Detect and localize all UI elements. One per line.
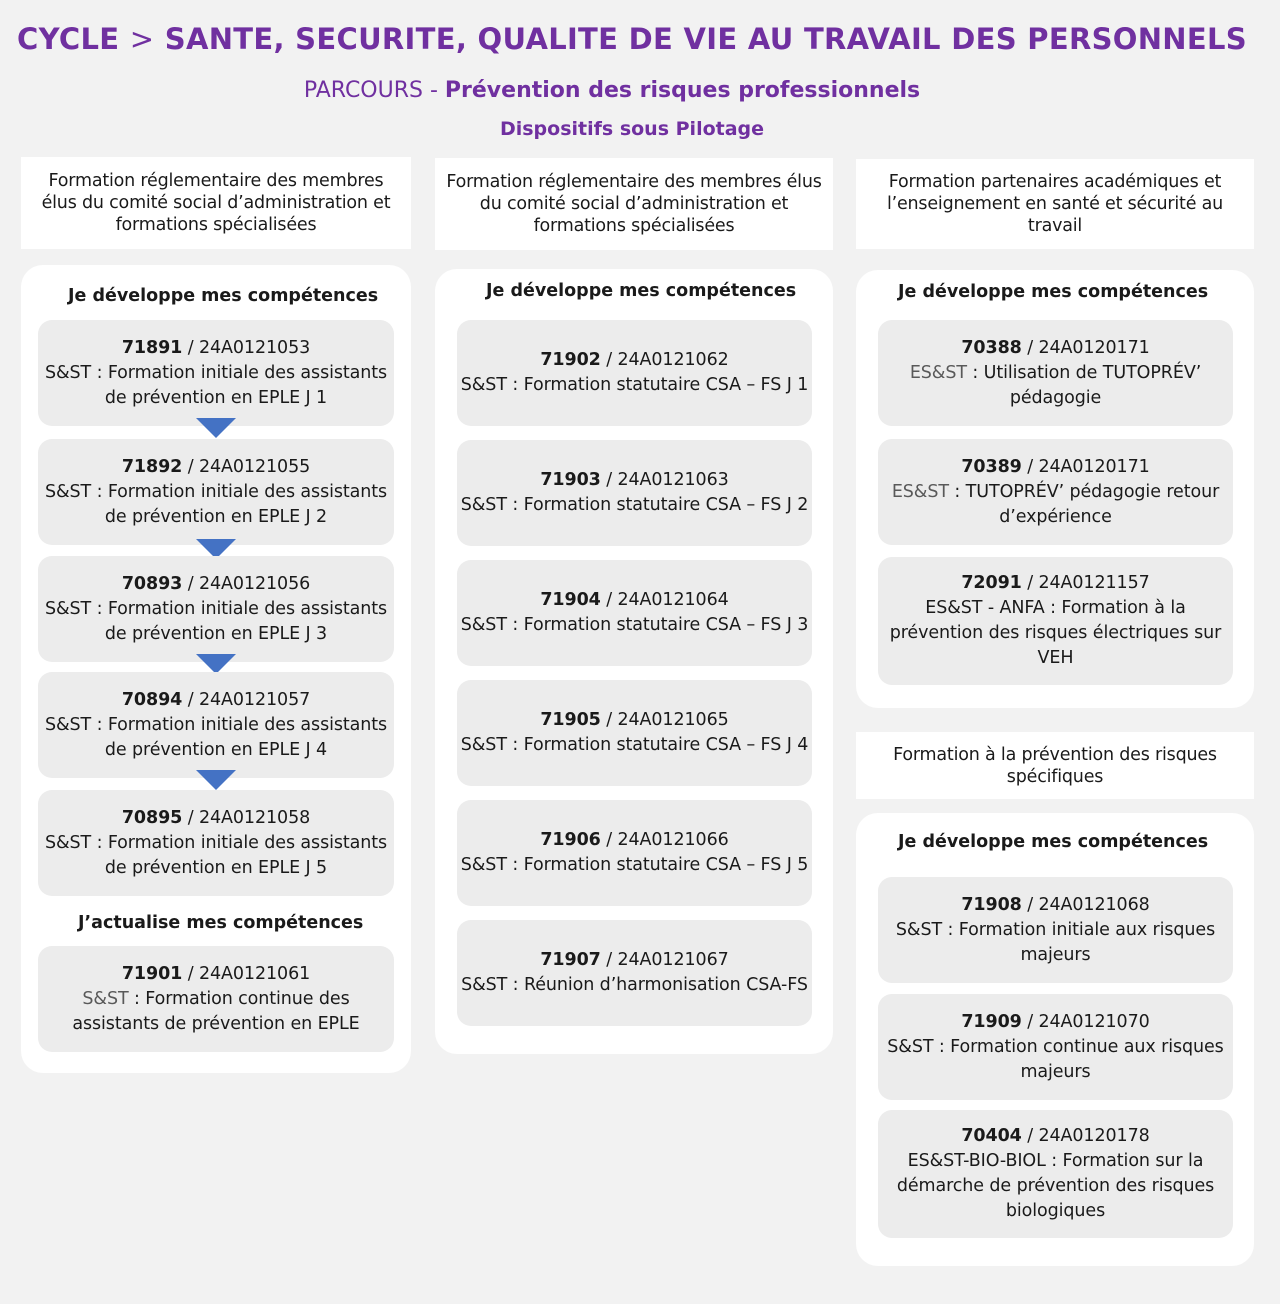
- course-code: 71909: [961, 1011, 1022, 1032]
- course-card[interactable]: [878, 557, 1233, 685]
- course-code: 71907: [540, 950, 601, 970]
- course-desc: S&ST : Réunion d’harmonisation CSA-FS: [461, 975, 808, 995]
- course-code: 70389: [961, 456, 1022, 477]
- column-3-develop-label: Je développe mes compétences: [898, 282, 1209, 302]
- course-desc: S&ST : Formation initiale des assistants de prévention en EPLE J 3: [44, 598, 388, 644]
- course-code: 70895: [121, 807, 183, 828]
- course-code: 71903: [540, 470, 601, 490]
- course-desc: S&ST : Formation continue aux risques majeurs: [887, 1036, 1224, 1082]
- course-card[interactable]: [38, 790, 394, 896]
- course-code: 71901: [121, 963, 183, 984]
- course-ref: / 24A0121157: [1027, 573, 1150, 593]
- column-3-header: Formation partenaires académiques et l’enseignement en santé et sécurité au travail: [856, 159, 1254, 249]
- course-code: 71908: [961, 894, 1022, 915]
- course-ref: / 24A0121055: [187, 456, 311, 477]
- course-ref: / 24A0121064: [606, 590, 729, 610]
- course-ref: / 24A0120178: [1027, 1126, 1150, 1146]
- course-ref: / 24A0121062: [606, 350, 729, 370]
- column-2-develop-label: Je développe mes compétences: [486, 281, 797, 301]
- course-card[interactable]: [878, 994, 1233, 1100]
- course-card[interactable]: [38, 439, 394, 545]
- course-card[interactable]: [38, 320, 394, 426]
- down-arrow-icon: [196, 770, 236, 790]
- title-cycle: CYCLE: [17, 22, 120, 56]
- course-card[interactable]: [38, 556, 394, 662]
- course-ref: / 24A0121061: [187, 963, 311, 984]
- course-desc: S&ST : Formation initiale aux risques majeurs: [895, 919, 1216, 965]
- course-code: 71902: [540, 350, 601, 370]
- column-2-header: Formation réglementaire des membres élus du comité social d’administration et formations spécialisées: [435, 158, 833, 250]
- course-ref: / 24A0121053: [187, 337, 311, 358]
- course-card[interactable]: [878, 1110, 1233, 1238]
- down-arrow-icon: [196, 418, 236, 438]
- course-ref: / 24A0121066: [606, 830, 729, 850]
- course-card[interactable]: [878, 877, 1233, 983]
- course-desc: ES&ST - ANFA : Formation à la prévention des risques électriques sur VEH: [889, 598, 1222, 668]
- subtitle-prefix: PARCOURS -: [303, 78, 438, 103]
- title-separator: >: [129, 22, 155, 56]
- course-card[interactable]: [457, 680, 812, 786]
- course-ref: / 24A0121057: [187, 689, 311, 710]
- course-ref: / 24A0121068: [1027, 894, 1150, 915]
- down-arrow-icon: [196, 654, 236, 674]
- course-ref: / 24A0121067: [606, 950, 729, 970]
- course-code: 71904: [540, 590, 601, 610]
- course-card[interactable]: [38, 672, 394, 778]
- subtitle-name: Prévention des risques professionnels: [444, 78, 921, 103]
- course-card[interactable]: [457, 560, 812, 666]
- course-card[interactable]: [38, 946, 394, 1052]
- course-card[interactable]: [878, 439, 1233, 545]
- course-ref: / 24A0120171: [1027, 456, 1150, 477]
- column-4-develop-label: Je développe mes compétences: [898, 832, 1209, 852]
- course-desc: ES&ST-BIO-BIOL : Formation sur la démarche de prévention des risques biologiques: [896, 1151, 1215, 1221]
- course-desc: S&ST : Formation initiale des assistants de prévention en EPLE J 2: [44, 481, 388, 527]
- course-ref: / 24A0121056: [187, 573, 311, 594]
- course-desc: S&ST : Formation statutaire CSA – FS J 4: [460, 735, 809, 755]
- course-ref: / 24A0120171: [1027, 337, 1150, 358]
- course-ref: / 24A0121070: [1027, 1011, 1150, 1032]
- course-desc: S&ST : Formation statutaire CSA – FS J 1: [460, 375, 809, 395]
- course-desc: S&ST : Formation initiale des assistants de prévention en EPLE J 4: [44, 714, 388, 760]
- course-code: 71906: [540, 830, 601, 850]
- course-code: 71905: [540, 710, 601, 730]
- column-1-develop-label: Je développe mes compétences: [68, 286, 379, 306]
- course-card[interactable]: [457, 440, 812, 546]
- course-ref: / 24A0121065: [606, 710, 729, 730]
- course-code: 70404: [961, 1126, 1022, 1146]
- course-card[interactable]: [457, 920, 812, 1026]
- course-ref: / 24A0121058: [187, 807, 311, 828]
- pilotage-heading: Dispositifs sous Pilotage: [499, 118, 765, 140]
- course-code: 70388: [961, 337, 1022, 358]
- title-name: SANTE, SECURITE, QUALITE DE VIE AU TRAVAIL DES PERSONNELS: [164, 22, 1247, 56]
- page-title: [0, 22, 1264, 56]
- course-desc: S&ST : Formation statutaire CSA – FS J 3: [460, 615, 809, 635]
- course-code: 71891: [121, 337, 183, 358]
- course-desc: S&ST : Formation initiale des assistants de prévention en EPLE J 1: [44, 362, 388, 408]
- course-code: 70894: [121, 689, 183, 710]
- course-desc: ES&ST : Utilisation de TUTOPRÉV’ pédagogie: [909, 362, 1202, 408]
- course-desc: S&ST : Formation continue des assistants de prévention en EPLE: [72, 988, 360, 1034]
- course-card[interactable]: [878, 320, 1233, 426]
- column-1-update-label: J’actualise mes compétences: [78, 913, 364, 933]
- course-desc: S&ST : Formation statutaire CSA – FS J 5: [460, 855, 809, 875]
- course-card[interactable]: [457, 800, 812, 906]
- course-code: 71892: [121, 456, 183, 477]
- course-desc: ES&ST : TUTOPRÉV’ pédagogie retour d’expérience: [891, 481, 1220, 527]
- course-desc: S&ST : Formation statutaire CSA – FS J 2: [460, 495, 809, 515]
- column-4-header: Formation à la prévention des risques spécifiques: [856, 732, 1254, 799]
- course-desc: S&ST : Formation initiale des assistants de prévention en EPLE J 5: [44, 832, 388, 878]
- course-code: 70893: [121, 573, 183, 594]
- column-1-header: Formation réglementaire des membres élus du comité social d’administration et formations spécialisées: [21, 157, 411, 249]
- page-subtitle: [0, 78, 1224, 103]
- course-code: 72091: [961, 573, 1022, 593]
- course-ref: / 24A0121063: [606, 470, 729, 490]
- course-card[interactable]: [457, 320, 812, 426]
